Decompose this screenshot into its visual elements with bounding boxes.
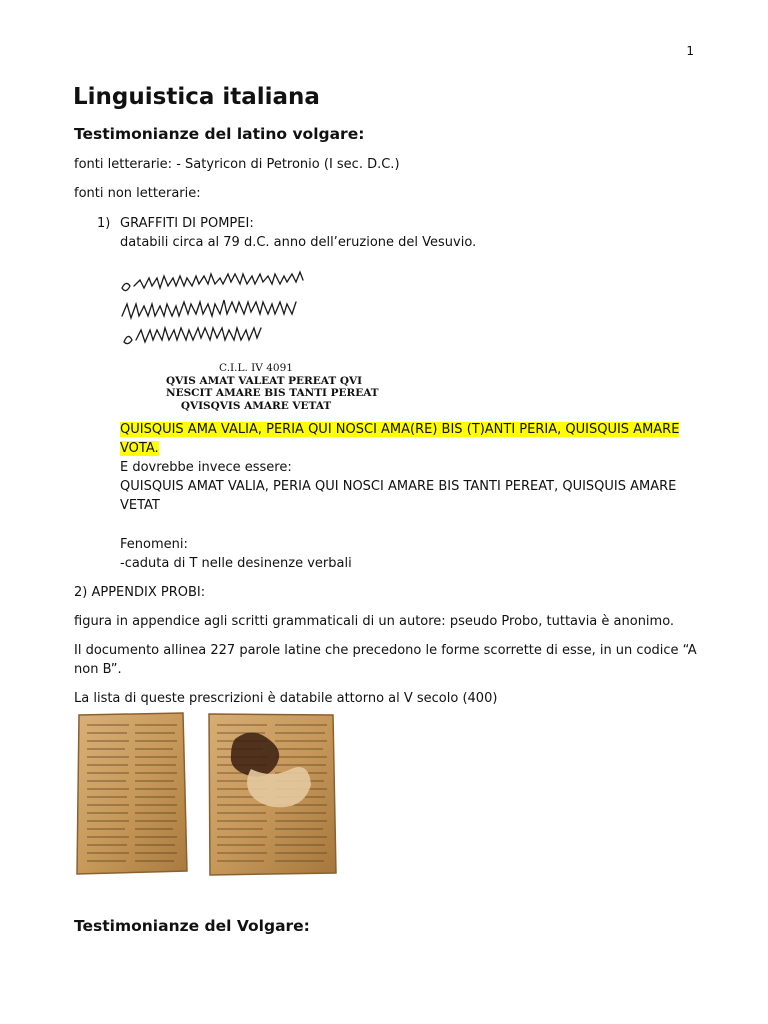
page-number: 1	[686, 44, 694, 58]
appendix-probi-para2-line2: non B”.	[74, 662, 122, 677]
list-number-1: 1)	[97, 216, 111, 231]
phenomena-item: -caduta di T nelle desinenze verbali	[120, 556, 352, 571]
section-heading-volgare: Testimonianze del Volgare:	[74, 917, 310, 935]
fonti-letterarie: fonti letterarie: - Satyricon di Petronio (I sec. D.C.)	[74, 157, 400, 172]
cil-line-3: QVISQVIS AMARE VETAT	[180, 399, 332, 412]
codex-page-image-left	[73, 711, 189, 876]
phenomena-label: Fenomeni:	[120, 537, 188, 552]
graffiti-date: databili circa al 79 d.C. anno dell’eruzione del Vesuvio.	[120, 235, 477, 250]
should-be-label: E dovrebbe invece essere:	[120, 460, 292, 475]
fonti-non-letterarie: fonti non letterarie:	[74, 186, 201, 201]
highlighted-text-line-1: QUISQUIS AMA VALIA, PERIA QUI NOSCI AMA(RE) BIS (T)ANTI PERIA, QUISQUIS AMARE	[120, 422, 680, 437]
section-heading-latino-volgare: Testimonianze del latino volgare:	[74, 125, 365, 143]
appendix-probi-para2-line1: Il documento allinea 227 parole latine che precedono le forme scorrette di esse, in un codice “A	[74, 643, 697, 658]
correct-text-line-1: QUISQUIS AMAT VALIA, PERIA QUI NOSCI AMARE BIS TANTI PEREAT, QUISQUIS AMARE	[120, 479, 677, 494]
codex-page-image-right	[205, 711, 338, 876]
highlighted-text-line-2: VOTA.	[120, 441, 159, 456]
appendix-probi-title: 2) APPENDIX PROBI:	[74, 585, 206, 600]
cil-transcription	[166, 362, 379, 412]
appendix-probi-para1: figura in appendice agli scritti grammaticali di un autore: pseudo Probo, tuttavia è anonimo.	[74, 614, 675, 629]
graffiti-inscription-image	[118, 258, 398, 354]
cil-label: C.I.L. IV 4091	[219, 362, 293, 374]
page-title: Linguistica italiana	[73, 84, 320, 110]
cil-line-1: QVIS AMAT VALEAT PEREAT QVI	[166, 374, 363, 387]
appendix-probi-para3: La lista di queste prescrizioni è databile attorno al V secolo (400)	[74, 691, 498, 706]
correct-text-line-2: VETAT	[120, 498, 160, 513]
cil-line-2: NESCIT AMARE BIS TANTI PEREAT	[166, 387, 379, 399]
graffiti-title: GRAFFITI DI POMPEI:	[120, 216, 254, 231]
